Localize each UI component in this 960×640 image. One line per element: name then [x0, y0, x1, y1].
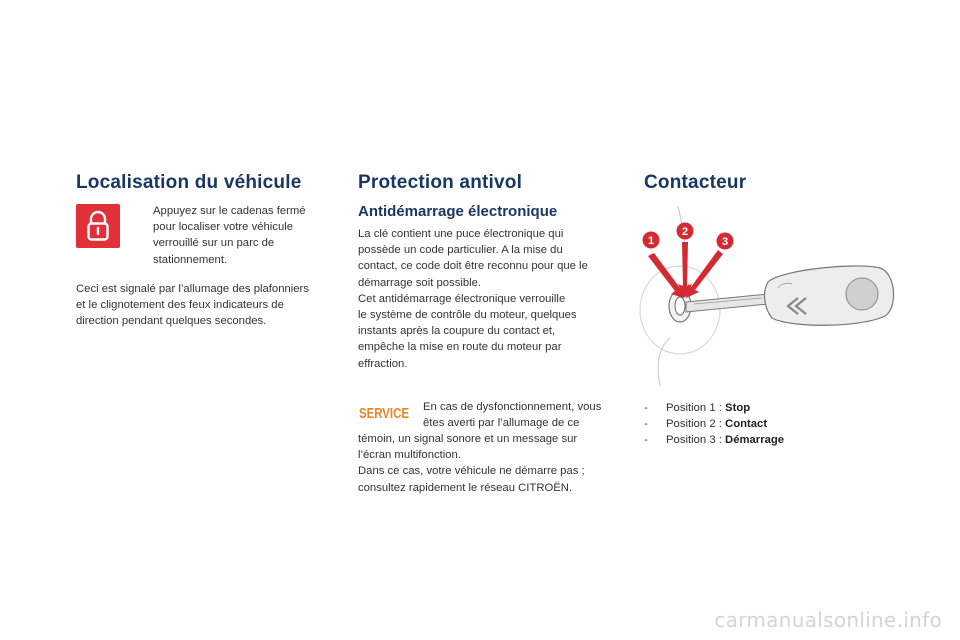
- warning-text: [358, 431, 585, 496]
- warning-line: témoin, un signal sonore et un message sur: [358, 433, 578, 445]
- list-dash: -: [644, 434, 648, 447]
- instruction-line: verrouillé sur un parc de: [153, 237, 275, 250]
- callout-3-label: 3: [721, 236, 729, 248]
- ignition-positions-list: [644, 400, 784, 449]
- body-line: La clé contient une puce électronique qui: [358, 228, 564, 240]
- body-line: possède un code particulier. A la mise du: [358, 244, 563, 257]
- warning-line: êtes averti par l’allumage de ce: [423, 417, 580, 430]
- position-1-callout: [643, 232, 660, 249]
- localisation-note: [76, 281, 309, 330]
- service-label: SERVICE: [359, 406, 410, 422]
- body-line: instants après la coupure du contact et,: [358, 325, 556, 338]
- body-line: contact, ce code doit être reconnu pour que le: [358, 260, 588, 273]
- position-item: [644, 432, 784, 448]
- callout-2-label: 2: [681, 226, 689, 238]
- position-item: [644, 416, 784, 432]
- warning-line: Dans ce cas, votre véhicule ne démarre pas ;: [358, 465, 585, 478]
- warning-line: En cas de dysfonctionnement, vous: [423, 401, 602, 413]
- lock-tile: [76, 204, 120, 248]
- warning-text-indented: [423, 399, 601, 431]
- position-item: [644, 400, 784, 416]
- contacteur-title: Contacteur: [644, 172, 747, 193]
- body-line: démarrage soit possible.: [358, 276, 482, 289]
- note-line: direction pendant quelques secondes.: [76, 315, 267, 328]
- position-value: Démarrage: [725, 434, 785, 447]
- position-label: Position 3 :: [666, 434, 726, 447]
- position-value: Stop: [725, 402, 751, 414]
- instruction-line: Appuyez sur le cadenas fermé: [153, 205, 306, 217]
- warning-line: consultez rapidement le réseau CITROËN.: [358, 481, 573, 494]
- body-line: effraction.: [358, 357, 408, 370]
- lock-instruction: [153, 203, 306, 268]
- service-warning-icon: [358, 404, 410, 422]
- position-label: Position 2 :: [666, 418, 726, 431]
- instruction-line: stationnement.: [153, 253, 228, 266]
- note-line: et le clignotement des feux indicateurs de: [76, 299, 284, 312]
- warning-line: l’écran multifonction.: [358, 449, 461, 462]
- watermark: carmanualsonline.info: [714, 608, 942, 632]
- body-line: empêche la mise en route du moteur par: [358, 341, 562, 354]
- instruction-line: pour localiser votre véhicule: [153, 221, 294, 234]
- immobiliser-subtitle: Antidémarrage électronique: [358, 203, 558, 220]
- protection-title: Protection antivol: [358, 172, 523, 193]
- list-dash: -: [644, 402, 648, 414]
- position-2-callout: [677, 223, 694, 240]
- locked-padlock-icon: [76, 204, 120, 248]
- body-line: Cet antidémarrage électronique verrouille: [358, 292, 566, 305]
- note-line: Ceci est signalé par l’allumage des plafonniers: [76, 283, 309, 295]
- immobiliser-body: [358, 226, 588, 372]
- position-3-callout: [717, 233, 734, 250]
- list-dash: -: [644, 418, 648, 431]
- position-label: Position 1 :: [666, 402, 726, 414]
- localisation-title: Localisation du véhicule: [76, 172, 302, 193]
- ignition-key-illustration: [630, 198, 900, 388]
- position-value: Contact: [725, 418, 768, 431]
- callout-1-label: 1: [647, 235, 655, 247]
- body-line: le système de contrôle du moteur, quelques: [358, 309, 577, 322]
